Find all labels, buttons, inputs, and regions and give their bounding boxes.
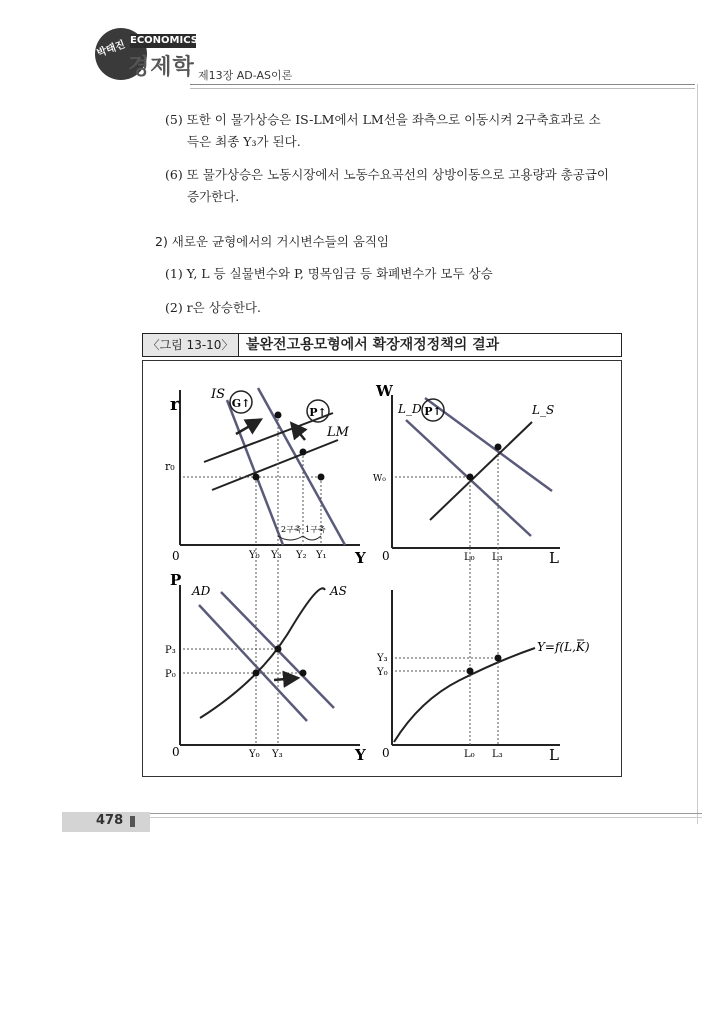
production-curve <box>394 648 535 742</box>
tr-xlabel: L <box>549 549 559 567</box>
tr-ls-label: L_S <box>532 403 555 417</box>
figure-title: 불완전고용모형에서 확장재정정책의 결과 <box>246 337 500 353</box>
footer-rule-thin <box>150 817 702 818</box>
tl-point-e1 <box>318 474 325 481</box>
br-point-e3 <box>495 655 502 662</box>
br-origin: 0 <box>382 746 390 760</box>
tr-ld-label: L_D <box>398 402 422 416</box>
logo-title: 경제학 <box>128 55 195 80</box>
tl-crowd1-label: 1구축 <box>305 525 326 534</box>
bl-ad-label: AD <box>192 584 211 598</box>
figure-label: 〈그림 13-10〉 <box>143 334 239 356</box>
bl-origin: 0 <box>172 745 180 759</box>
header-rule-thin <box>190 88 695 89</box>
bl-y0-label: Y₀ <box>249 749 260 760</box>
bl-p3-label: P₃ <box>165 645 176 656</box>
as-curve <box>200 588 325 718</box>
bl-as-label: AS <box>330 584 347 598</box>
tl-g-up-label: G↑ <box>231 397 251 410</box>
tr-origin: 0 <box>382 549 390 563</box>
tl-ylabel: r <box>170 394 180 415</box>
tl-crowd2-label: 2구축 <box>281 525 302 534</box>
page-number-marker <box>130 816 135 827</box>
tl-p-up-label: P↑ <box>309 406 327 419</box>
tl-point-e2 <box>300 449 307 456</box>
tl-y3-label: Y₃ <box>271 550 282 561</box>
tl-origin: 0 <box>172 549 180 563</box>
margin-rule <box>697 84 698 824</box>
page-number: 478 <box>96 813 124 828</box>
panel-ad-as <box>165 548 366 764</box>
item-1: (1) Y, L 등 실물변수와 P, 명목임금 등 화폐변수가 모두 상승 <box>165 266 493 281</box>
section-heading: 2) 새로운 균형에서의 거시변수들의 움직임 <box>155 234 389 249</box>
br-xlabel: L <box>549 746 559 764</box>
tl-point-e0 <box>253 474 260 481</box>
br-l0-label: L₀ <box>464 749 475 760</box>
tl-crowd1-brace <box>303 536 321 540</box>
bl-point-e0 <box>253 670 260 677</box>
item-2: (2) r은 상승한다. <box>165 300 261 315</box>
br-y3-label: Y₃ <box>377 653 388 664</box>
tr-l0-label: L₀ <box>464 552 475 563</box>
br-l3-label: L₃ <box>492 749 503 760</box>
bl-ad-shift-arrow <box>274 678 297 680</box>
lm-curve-shifted <box>212 440 338 490</box>
tl-y1-label: Y₁ <box>316 550 327 561</box>
br-func-label: Y=f(L,K) <box>537 640 590 654</box>
tl-is-shift-arrow <box>236 420 260 434</box>
header-rule <box>190 84 695 85</box>
panel-production-function <box>376 548 590 764</box>
bl-p0-label: P₀ <box>165 669 176 680</box>
tl-r0-label: r₀ <box>165 460 175 473</box>
paragraph-5-line1: (5) 또한 이 물가상승은 IS-LM에서 LM선을 좌측으로 이동시켜 2구축효과로 소 <box>165 112 601 127</box>
figure-diagram <box>143 361 620 775</box>
bl-y3-label: Y₃ <box>272 749 283 760</box>
panel-is-lm <box>165 387 366 567</box>
bl-ylabel: P <box>170 571 182 589</box>
br-y0-label: Y₀ <box>377 667 388 678</box>
panel-labor-market <box>373 382 560 567</box>
tl-point-e3 <box>275 412 282 419</box>
logo-author: 박태진 <box>95 39 127 60</box>
tl-xlabel: Y <box>355 549 366 567</box>
tr-ylabel: W <box>376 382 393 400</box>
paragraph-6-line2: 증가한다. <box>187 189 240 204</box>
tr-p-up-label: P↑ <box>424 405 442 418</box>
bl-point-e3 <box>275 646 282 653</box>
bl-point-e1 <box>300 670 307 677</box>
tr-point-e0 <box>467 474 474 481</box>
chapter-title: 제13장 AD-AS이론 <box>198 69 293 82</box>
tr-point-e3 <box>495 444 502 451</box>
tl-y0-label: Y₀ <box>249 550 260 561</box>
tl-y2-label: Y₂ <box>296 550 307 561</box>
tr-w0-label: W₀ <box>373 474 386 484</box>
tl-is-label: IS <box>211 387 226 402</box>
tl-lm-label: LM <box>327 425 349 440</box>
paragraph-6-line1: (6) 또 물가상승은 노동시장에서 노동수요곡선의 상방이동으로 고용량과 총공급이 <box>165 167 609 182</box>
paragraph-5-line2: 득은 최종 Y₃가 된다. <box>187 134 301 149</box>
labor-supply <box>430 422 532 520</box>
logo-economics: ECONOMICS <box>130 35 198 46</box>
tr-l3-label: L₃ <box>492 552 503 563</box>
br-point-e0 <box>467 668 474 675</box>
bl-xlabel: Y <box>355 746 366 764</box>
footer-rule <box>150 813 702 814</box>
